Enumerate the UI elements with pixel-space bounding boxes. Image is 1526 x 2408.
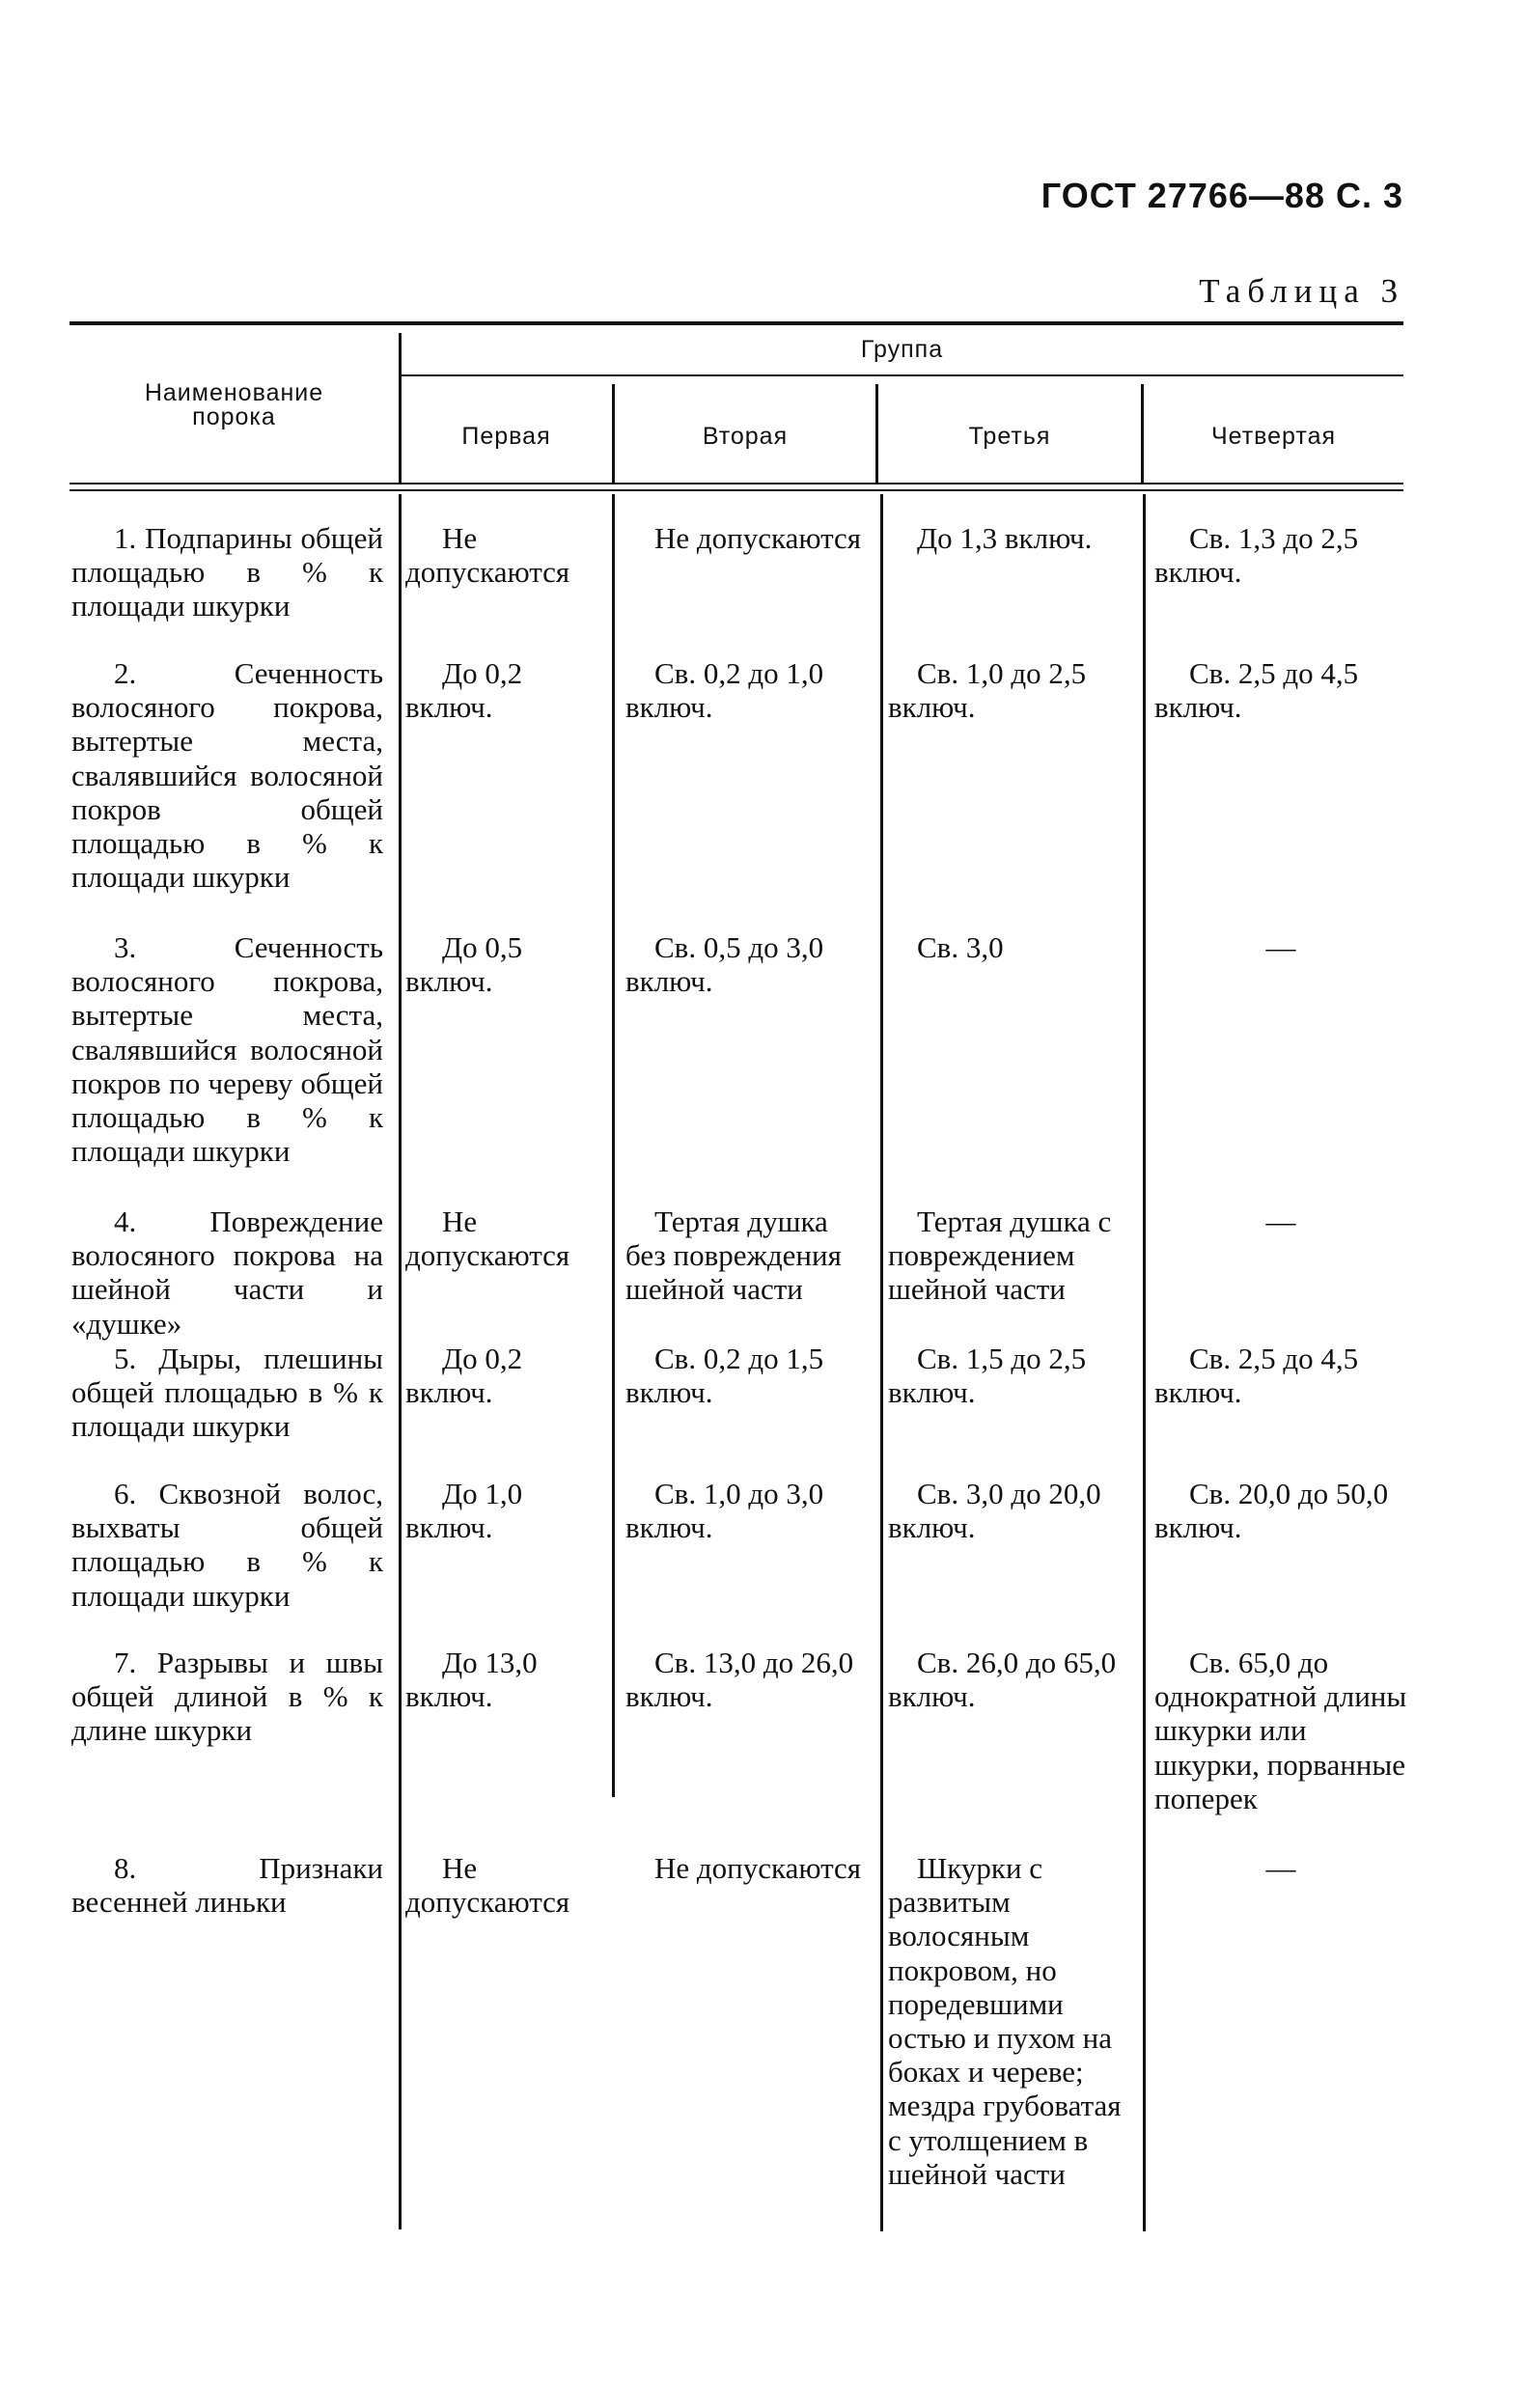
defect-name: 7. Разрывы и швы общей длиной в % к длине шкурки <box>71 1646 383 1748</box>
body-divider-1 <box>612 494 615 1797</box>
group-third-value: До 1,3 включ. <box>917 521 1093 555</box>
table-caption: Таблица 3 <box>1199 272 1404 310</box>
group-third-value: Св. 26,0 до 65,0 включ. <box>888 1646 1117 1714</box>
col-header-second: Вторая <box>702 423 789 450</box>
defect-name: 6. Сквозной волос, выхваты общей площадью в % к площади шкурки <box>71 1477 383 1613</box>
group-fourth-value: — <box>1265 930 1296 964</box>
col-header-third: Третья <box>968 423 1051 450</box>
col-header-fourth: Четвертая <box>1210 423 1337 450</box>
group-header-rule <box>401 374 1403 376</box>
group-first-value: До 1,0 включ. <box>405 1477 523 1545</box>
group-second-value: Св. 0,5 до 3,0 включ. <box>625 930 824 999</box>
group-first-value: До 0,5 включ. <box>405 930 523 999</box>
defect-name: 5. Дыры, плешины общей площадью в % к площади шкурки <box>71 1342 383 1444</box>
defect-name: 4. Повреждение волосяного покрова на шейной части и «душке» <box>71 1204 383 1341</box>
group-second-value: Не допускаются <box>654 1851 862 1885</box>
group-second-value: Не допускаются <box>654 521 862 555</box>
header-bottom-rule-2 <box>69 489 1403 491</box>
group-fourth-value: Св. 2,5 до 4,5 включ. <box>1154 656 1359 725</box>
body-divider-name <box>399 494 402 2229</box>
body-divider-3 <box>1143 494 1146 2231</box>
body-divider-2 <box>880 494 883 2231</box>
defect-name: 2. Сеченность волосяного покрова, вытертые места, свалявшийся волосяной покров общей площадью в % к площади шкурки <box>71 656 383 895</box>
group-first-value: До 13,0 включ. <box>405 1646 538 1714</box>
header-bottom-rule-1 <box>69 483 1403 484</box>
col-header-defect-name: Наименование порока <box>144 379 324 430</box>
group-first-value: Не допускаются <box>405 1204 570 1273</box>
col-header-first: Первая <box>461 423 551 450</box>
group-second-value: Тертая душка без повреждения шейной части <box>625 1204 842 1307</box>
group-third-value: Св. 1,5 до 2,5 включ. <box>888 1342 1087 1410</box>
group-first-value: Не допускаются <box>405 1851 570 1920</box>
group-first-value: Не допускаются <box>405 521 570 590</box>
group-first-value: До 0,2 включ. <box>405 656 523 725</box>
group-fourth-value: Св. 1,3 до 2,5 включ. <box>1154 521 1359 590</box>
group-fourth-value: — <box>1265 1204 1296 1238</box>
group-first-value: До 0,2 включ. <box>405 1342 523 1410</box>
group-second-value: Св. 0,2 до 1,0 включ. <box>625 656 824 725</box>
group-fourth-value: Св. 20,0 до 50,0 включ. <box>1154 1477 1389 1545</box>
group-third-value: Тертая душка с повреждением шейной части <box>888 1204 1112 1307</box>
defect-name: 1. Подпарины общей площадью в % к площади шкурки <box>71 521 383 623</box>
group-second-value: Св. 0,2 до 1,5 включ. <box>625 1342 824 1410</box>
group-fourth-value: Св. 65,0 до однократной длины шкурки или шкурки, порванные поперек <box>1154 1646 1407 1815</box>
group-second-value: Св. 1,0 до 3,0 включ. <box>625 1477 824 1545</box>
group-third-value: Шкурки с развитым волосяным покровом, но поредевшими остью и пухом на боках и череве; мездра грубоватая с утолщением в шейной части <box>888 1851 1122 2191</box>
defect-name: 8. Признаки весенней линьки <box>71 1851 383 1920</box>
defect-name: 3. Сеченность волосяного покрова, вытертые места, свалявшийся волосяной покров по череву общей площадью в % к площади шкурки <box>71 930 383 1169</box>
group-second-value: Св. 13,0 до 26,0 включ. <box>625 1646 854 1714</box>
group-fourth-value: — <box>1265 1851 1296 1885</box>
table-top-rule <box>69 321 1403 325</box>
page-header: ГОСТ 27766—88 С. 3 <box>1040 176 1403 215</box>
group-third-value: Св. 3,0 <box>917 930 1004 964</box>
col-header-group: Группа <box>860 336 944 363</box>
group-third-value: Св. 3,0 до 20,0 включ. <box>888 1477 1101 1545</box>
group-third-value: Св. 1,0 до 2,5 включ. <box>888 656 1087 725</box>
group-fourth-value: Св. 2,5 до 4,5 включ. <box>1154 1342 1359 1410</box>
